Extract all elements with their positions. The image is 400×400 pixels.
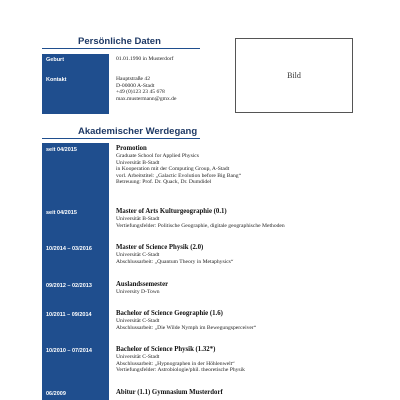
photo-label: Bild <box>287 71 301 80</box>
email-link[interactable]: max.mustermann@gmx.de <box>116 95 177 102</box>
entry <box>116 208 366 229</box>
entry <box>116 145 366 186</box>
text-line: Hauptstraße 42 <box>116 76 151 82</box>
entry-line: vorl. Arbeitstitel: „Galactic Evolution before Big Bang“ <box>116 172 242 179</box>
section-rule <box>42 48 200 49</box>
entry-line: Universität C-Stadt <box>116 354 160 360</box>
entry-line: Universität C-Stadt <box>116 318 160 324</box>
personal-label: Geburt <box>46 57 65 63</box>
label-column <box>42 54 109 114</box>
entry-title: Promotion <box>116 145 147 152</box>
section-title-personal: Persönliche Daten <box>78 36 161 47</box>
personal-label: Kontakt <box>46 77 67 83</box>
entry-line: in Kooperation mit der Computing Group, A-Stadt <box>116 166 230 173</box>
entry <box>116 389 366 397</box>
entry-line: Universität B-Stadt <box>116 216 160 222</box>
text-line: D-00000 A-Stadt <box>116 82 155 89</box>
entry-date: seit 04/2015 <box>46 147 77 153</box>
entry-date: seit 04/2015 <box>46 210 77 216</box>
entry-date: 10/2011 – 09/2014 <box>46 312 92 318</box>
personal-birth <box>116 56 366 63</box>
entry <box>116 346 366 374</box>
entry-title: Auslandssemester <box>116 281 169 288</box>
entry <box>116 281 366 296</box>
label-column <box>42 143 109 400</box>
entry <box>116 244 366 265</box>
section-rule <box>42 138 200 139</box>
entry-title: Bachelor of Science Physik (1.32*) <box>116 346 216 353</box>
entry-title: Bachelor of Science Geographie (1.6) <box>116 310 223 317</box>
entry-line: Universität B-Stadt <box>116 159 160 166</box>
entry-title: Abitur (1.1) Gymnasium Musterdorf <box>116 389 223 396</box>
entry-line: Abschlussarbeit: „Quantum Theory in Metaphysics“ <box>116 258 234 265</box>
entry-date: 10/2014 – 03/2016 <box>46 246 92 252</box>
entry <box>116 310 366 331</box>
entry-line: Graduate School for Applied Physics <box>116 153 199 159</box>
personal-contact <box>116 76 366 102</box>
entry-line: Vertiefungsfelder: Astrobiologie/phil. theoretische Physik <box>116 367 245 374</box>
entry-title: Master of Arts Kulturgeographie (0.1) <box>116 208 227 215</box>
entry-line: Abschlussarbeit: „Die Wilde Nymph im Bewegungsperceiver“ <box>116 324 257 331</box>
entry-line: University D-Town <box>116 289 160 295</box>
entry-date: 06/2009 <box>46 391 66 397</box>
entry-line: Universität C-Stadt <box>116 252 160 258</box>
text-line: +49 (0)123 23 45 678 <box>116 89 165 96</box>
entry-line: Abschlussarbeit: „Hypnographen in der Höhlenwelt“ <box>116 360 235 367</box>
entry-title: Master of Science Physik (2.0) <box>116 244 204 251</box>
entry-date: 09/2012 – 02/2013 <box>46 283 92 289</box>
entry-line: Vertiefungsfelder: Politische Geographie, digitale geographische Methoden <box>116 222 285 229</box>
entry-line: Betreuung: Prof. Dr. Quack, Dr. Dumdidel <box>116 179 212 186</box>
section-title-academic: Akademischer Werdegang <box>78 126 198 137</box>
entry-date: 10/2010 – 07/2014 <box>46 348 92 354</box>
text-line: 01.01.1990 in Musterdorf <box>116 56 174 62</box>
